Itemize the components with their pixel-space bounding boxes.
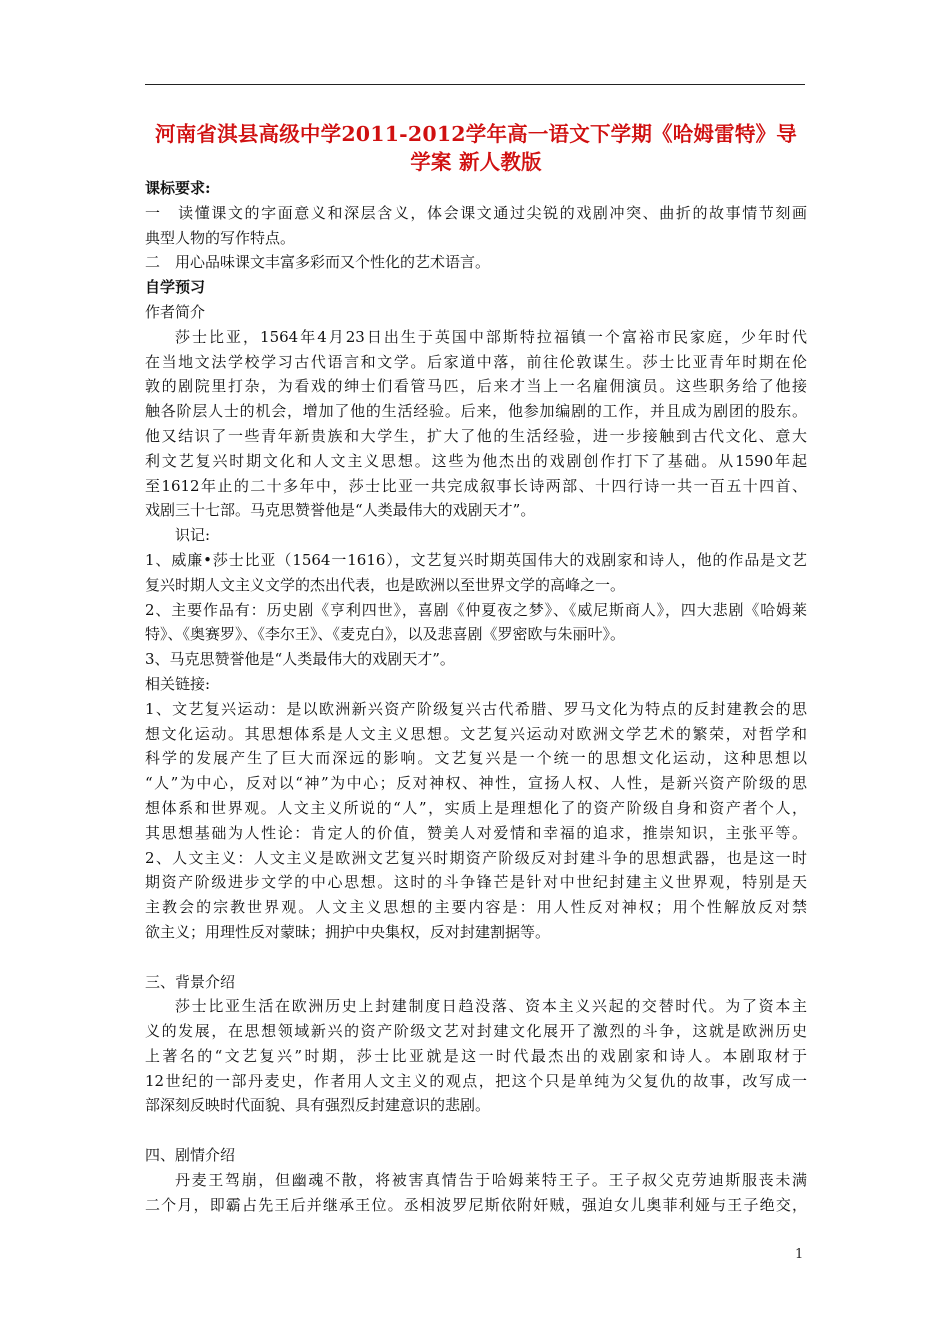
author-intro-line: 至1612年止的二十多年中，莎士比亚一共完成叙事长诗两部、十四行诗一共一百五十四首、 (145, 476, 807, 495)
author-intro-line: 戏剧三十七部。马克思赞誉他是“人类最伟大的戏剧天才”。 (145, 501, 536, 520)
beijing-line: 义的发展，在思想领域新兴的资产阶级文艺对封建文化展开了激烈的斗争，这就是欧洲历史 (145, 1022, 807, 1041)
page-number: 1 (795, 1247, 804, 1262)
xiangguan-line: 1、文艺复兴运动：是以欧洲新兴资产阶级复兴古代希腊、罗马文化为特点的反封建教会的思 (145, 699, 807, 718)
beijing-heading: 三、背景介绍 (145, 972, 236, 991)
beijing-line: 部深刻反映时代面貌、具有强烈反封建意识的悲剧。 (145, 1096, 491, 1115)
spacer (145, 945, 807, 970)
xiangguan-line: 主教会的宗教世界观。人文主义思想的主要内容是：用人性反对神权；用个性解放反对禁 (145, 898, 807, 917)
xiangguan-line: 想文化运动。其思想体系是人文主义思想。文艺复兴运动对欧洲文学艺术的繁荣，对哲学和 (145, 724, 807, 743)
xiangguan-line: 科学的发展产生了巨大而深远的影响。文艺复兴是一个统一的思想文化运动，这种思想以 (145, 749, 807, 768)
title-line-1: 河南省淇县高级中学2011-2012学年高一语文下学期《哈姆雷特》导 (155, 122, 797, 146)
shiji-line: 特》、《奥赛罗》、《李尔王》、《麦克白》，以及悲喜剧《罗密欧与朱丽叶》。 (145, 625, 626, 644)
spacer (145, 1118, 807, 1143)
xiangguan-line: 期资产阶级进步文学的中心思想。这时的斗争锋芒是针对中世纪封建主义世界观，特别是天 (145, 873, 807, 892)
xiangguan-line: 想体系和世界观。人文主义所说的“人”，实质上是理想化了的资产阶级自身和资产者个人， (145, 798, 807, 817)
zixue-heading: 自学预习 (145, 278, 206, 297)
xiangguan-line: 欲主义；用理性反对蒙昧；拥护中央集权，反对封建割据等。 (145, 922, 551, 941)
author-intro-line: 敦的剧院里打杂，为看戏的绅士们看管马匹，后来才当上一名雇佣演员。这些职务给了他接 (145, 377, 807, 396)
document-title (142, 120, 810, 176)
title-line-2: 学案 新人教版 (410, 150, 542, 174)
shiji-line: 2、主要作品有：历史剧《亨利四世》，喜剧《仲夏夜之梦》、《威尼斯商人》，四大悲剧《哈姆莱 (145, 600, 807, 619)
xiangguan-heading: 相关链接: (145, 674, 211, 693)
document-body (145, 176, 807, 1217)
beijing-line: 12世纪的一部丹麦史，作者用人文主义的观点，把这个只是单纯为父复仇的故事，改写成一 (145, 1071, 807, 1090)
author-intro-heading: 作者简介 (145, 302, 206, 321)
author-intro-line: 利文艺复兴时期文化和人文主义思想。这些为他杰出的戏剧创作打下了基础。从1590年起 (145, 451, 807, 470)
kebiao-line: 典型人物的写作特点。 (145, 228, 296, 247)
xiangguan-line: “人”为中心，反对以“神”为中心；反对神权、神性，宣扬人权、人性，是新兴资产阶级的思 (145, 774, 807, 793)
juqing-line: 丹麦王驾崩，但幽魂不散，将被害真情告于哈姆莱特王子。王子叔父克劳迪斯服丧未满 (175, 1170, 807, 1189)
shiji-line: 1、威廉•莎士比亚（1564一1616），文艺复兴时期英国伟大的戏剧家和诗人，他的作品是文艺 (145, 550, 807, 569)
beijing-line: 莎士比亚生活在欧洲历史上封建制度日趋没落、资本主义兴起的交替时代。为了资本主 (175, 997, 807, 1016)
kebiao-line: 一 读懂课文的字面意义和深层含义，体会课文通过尖锐的戏剧冲突、曲折的故事情节刻画 (145, 203, 807, 222)
juqing-heading: 四、剧情介绍 (145, 1146, 236, 1165)
author-intro-line: 他又结识了一些青年新贵族和大学生，扩大了他的生活经验，进一步接触到古代文化、意大 (145, 426, 807, 445)
kebiao-heading: 课标要求: (145, 179, 211, 197)
author-intro-line: 在当地文法学校学习古代语言和文学。后家道中落，前往伦敦谋生。莎士比亚青年时期在伦 (145, 352, 807, 371)
shiji-line: 3、马克思赞誉他是“人类最伟大的戏剧天才”。 (145, 650, 455, 669)
header-rule (145, 84, 805, 85)
juqing-line: 二个月，即霸占先王后并继承王位。丞相波罗尼斯依附奸贼，强迫女儿奥菲利娅与王子绝交， (145, 1195, 807, 1214)
beijing-line: 上著名的“文艺复兴”时期，莎士比亚就是这一时代最杰出的戏剧家和诗人。本剧取材于 (145, 1046, 807, 1065)
author-intro-line: 触各阶层人士的机会，增加了他的生活经验。后来，他参加编剧的工作，并且成为剧团的股东。 (145, 402, 807, 421)
author-intro-line: 莎士比亚，1564年4月23日出生于英国中部斯特拉福镇一个富裕市民家庭，少年时代 (175, 327, 807, 346)
kebiao-line: 二 用心品味课文丰富多彩而又个性化的艺术语言。 (145, 253, 491, 272)
xiangguan-line: 其思想基础为人性论：肯定人的价值，赞美人对爱情和幸福的追求，推崇知识，主张平等。 (145, 823, 807, 842)
xiangguan-line: 2、人文主义：人文主义是欧洲文艺复兴时期资产阶级反对封建斗争的思想武器，也是这一时 (145, 848, 807, 867)
shiji-line: 复兴时期人文主义文学的杰出代表，也是欧洲以至世界文学的高峰之一。 (145, 575, 626, 594)
shiji-heading: 识记: (175, 526, 211, 545)
